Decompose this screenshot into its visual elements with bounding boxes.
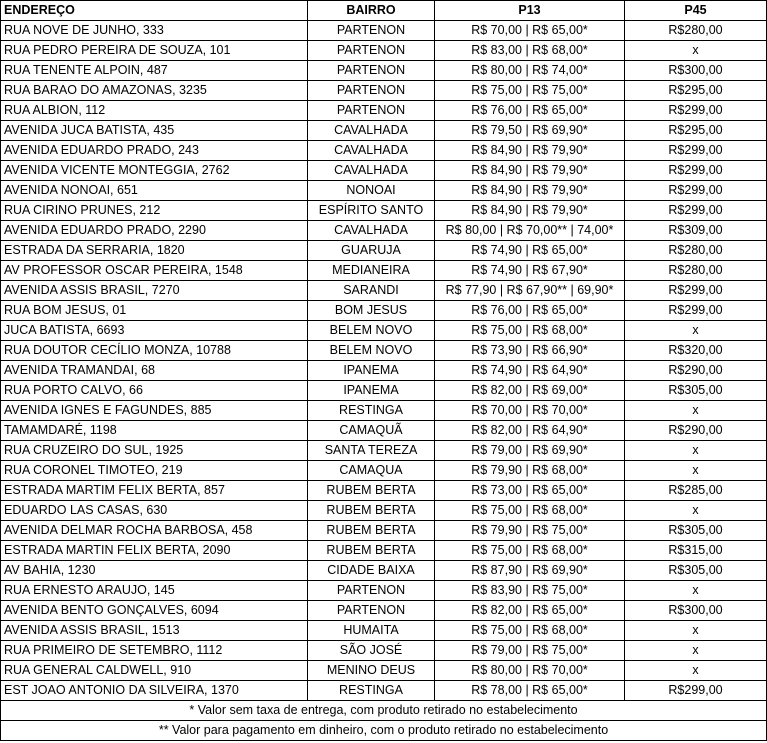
cell-p13: R$ 75,00 | R$ 68,00* <box>435 541 625 561</box>
header-p45: P45 <box>625 1 767 21</box>
cell-p45: R$299,00 <box>625 141 767 161</box>
table-row <box>1 241 767 261</box>
cell-endereco: AVENIDA JUCA BATISTA, 435 <box>1 121 308 141</box>
cell-p45: x <box>625 581 767 601</box>
table-row <box>1 321 767 341</box>
cell-p45: R$290,00 <box>625 421 767 441</box>
table-row <box>1 81 767 101</box>
cell-p13: R$ 80,00 | R$ 70,00** | 74,00* <box>435 221 625 241</box>
table-row <box>1 521 767 541</box>
cell-p45: R$315,00 <box>625 541 767 561</box>
table-row <box>1 621 767 641</box>
note-double-asterisk: ** Valor para pagamento em dinheiro, com o produto retirado no estabelecimento <box>1 721 767 741</box>
table-row <box>1 341 767 361</box>
cell-p45: R$300,00 <box>625 601 767 621</box>
cell-endereco: RUA ERNESTO ARAUJO, 145 <box>1 581 308 601</box>
table-row <box>1 261 767 281</box>
cell-p13: R$ 84,90 | R$ 79,90* <box>435 201 625 221</box>
cell-endereco: RUA ALBION, 112 <box>1 101 308 121</box>
cell-p45: x <box>625 441 767 461</box>
cell-endereco: EST JOAO ANTONIO DA SILVEIRA, 1370 <box>1 681 308 701</box>
cell-bairro: SANTA TEREZA <box>308 441 435 461</box>
cell-bairro: CAMAQUÃ <box>308 421 435 441</box>
cell-endereco: AVENIDA EDUARDO PRADO, 243 <box>1 141 308 161</box>
table-row <box>1 401 767 421</box>
cell-p45: x <box>625 461 767 481</box>
header-bairro: BAIRRO <box>308 1 435 21</box>
cell-p13: R$ 79,90 | R$ 75,00* <box>435 521 625 541</box>
cell-p13: R$ 73,90 | R$ 66,90* <box>435 341 625 361</box>
table-row <box>1 381 767 401</box>
cell-bairro: RUBEM BERTA <box>308 501 435 521</box>
cell-p13: R$ 84,90 | R$ 79,90* <box>435 181 625 201</box>
table-row <box>1 361 767 381</box>
cell-endereco: AVENIDA ASSIS BRASIL, 7270 <box>1 281 308 301</box>
table-row <box>1 441 767 461</box>
cell-p13: R$ 76,00 | R$ 65,00* <box>435 301 625 321</box>
cell-endereco: EDUARDO LAS CASAS, 630 <box>1 501 308 521</box>
cell-endereco: RUA CRUZEIRO DO SUL, 1925 <box>1 441 308 461</box>
table-row <box>1 661 767 681</box>
cell-p45: R$280,00 <box>625 21 767 41</box>
cell-bairro: IPANEMA <box>308 381 435 401</box>
cell-p13: R$ 83,00 | R$ 68,00* <box>435 41 625 61</box>
cell-endereco: RUA BOM JESUS, 01 <box>1 301 308 321</box>
cell-p13: R$ 75,00 | R$ 75,00* <box>435 81 625 101</box>
cell-endereco: RUA PRIMEIRO DE SETEMBRO, 1112 <box>1 641 308 661</box>
cell-p45: R$320,00 <box>625 341 767 361</box>
cell-bairro: PARTENON <box>308 21 435 41</box>
cell-endereco: AVENIDA EDUARDO PRADO, 2290 <box>1 221 308 241</box>
cell-p13: R$ 77,90 | R$ 67,90** | 69,90* <box>435 281 625 301</box>
cell-endereco: TAMAMDARÉ, 1198 <box>1 421 308 441</box>
cell-endereco: AVENIDA VICENTE MONTEGGIA, 2762 <box>1 161 308 181</box>
note-row <box>1 701 767 721</box>
table-row <box>1 501 767 521</box>
cell-bairro: PARTENON <box>308 41 435 61</box>
cell-p45: R$305,00 <box>625 521 767 541</box>
cell-p13: R$ 87,90 | R$ 69,90* <box>435 561 625 581</box>
cell-p45: R$305,00 <box>625 561 767 581</box>
cell-p45: R$299,00 <box>625 101 767 121</box>
cell-p13: R$ 75,00 | R$ 68,00* <box>435 321 625 341</box>
cell-bairro: IPANEMA <box>308 361 435 381</box>
cell-p45: R$285,00 <box>625 481 767 501</box>
cell-p45: R$295,00 <box>625 121 767 141</box>
cell-endereco: RUA GENERAL CALDWELL, 910 <box>1 661 308 681</box>
table-row <box>1 201 767 221</box>
cell-bairro: PARTENON <box>308 81 435 101</box>
cell-p45: x <box>625 661 767 681</box>
table-row <box>1 281 767 301</box>
table-row <box>1 541 767 561</box>
cell-endereco: RUA TENENTE ALPOIN, 487 <box>1 61 308 81</box>
cell-p13: R$ 73,00 | R$ 65,00* <box>435 481 625 501</box>
table-row <box>1 681 767 701</box>
cell-p13: R$ 82,00 | R$ 69,00* <box>435 381 625 401</box>
cell-p45: R$305,00 <box>625 381 767 401</box>
cell-bairro: RUBEM BERTA <box>308 541 435 561</box>
table-body <box>1 21 767 701</box>
header-endereco: ENDEREÇO <box>1 1 308 21</box>
cell-endereco: AVENIDA DELMAR ROCHA BARBOSA, 458 <box>1 521 308 541</box>
cell-bairro: BOM JESUS <box>308 301 435 321</box>
cell-p45: R$280,00 <box>625 241 767 261</box>
cell-p45: x <box>625 41 767 61</box>
note-single-asterisk: * Valor sem taxa de entrega, com produto retirado no estabelecimento <box>1 701 767 721</box>
cell-bairro: RUBEM BERTA <box>308 521 435 541</box>
cell-p45: x <box>625 501 767 521</box>
cell-bairro: PARTENON <box>308 581 435 601</box>
cell-p13: R$ 74,90 | R$ 64,90* <box>435 361 625 381</box>
cell-p13: R$ 79,90 | R$ 68,00* <box>435 461 625 481</box>
note-row <box>1 721 767 741</box>
cell-bairro: CAMAQUA <box>308 461 435 481</box>
cell-p45: R$299,00 <box>625 181 767 201</box>
table-row <box>1 101 767 121</box>
cell-p13: R$ 70,00 | R$ 70,00* <box>435 401 625 421</box>
cell-p13: R$ 76,00 | R$ 65,00* <box>435 101 625 121</box>
cell-bairro: PARTENON <box>308 61 435 81</box>
cell-endereco: RUA DOUTOR CECÍLIO MONZA, 10788 <box>1 341 308 361</box>
cell-p13: R$ 80,00 | R$ 70,00* <box>435 661 625 681</box>
cell-endereco: ESTRADA MARTIN FELIX BERTA, 2090 <box>1 541 308 561</box>
cell-p45: x <box>625 401 767 421</box>
cell-bairro: ESPÍRITO SANTO <box>308 201 435 221</box>
cell-bairro: CIDADE BAIXA <box>308 561 435 581</box>
cell-p45: R$309,00 <box>625 221 767 241</box>
cell-bairro: SARANDI <box>308 281 435 301</box>
cell-p13: R$ 74,90 | R$ 67,90* <box>435 261 625 281</box>
cell-p13: R$ 78,00 | R$ 65,00* <box>435 681 625 701</box>
cell-endereco: ESTRADA MARTIM FELIX BERTA, 857 <box>1 481 308 501</box>
cell-p45: R$299,00 <box>625 301 767 321</box>
cell-bairro: CAVALHADA <box>308 141 435 161</box>
cell-endereco: RUA PEDRO PEREIRA DE SOUZA, 101 <box>1 41 308 61</box>
cell-bairro: PARTENON <box>308 601 435 621</box>
cell-bairro: BELEM NOVO <box>308 341 435 361</box>
cell-bairro: CAVALHADA <box>308 121 435 141</box>
cell-p13: R$ 79,50 | R$ 69,90* <box>435 121 625 141</box>
cell-p13: R$ 84,90 | R$ 79,90* <box>435 161 625 181</box>
table-row <box>1 161 767 181</box>
cell-bairro: RESTINGA <box>308 681 435 701</box>
table-row <box>1 581 767 601</box>
table-row <box>1 461 767 481</box>
cell-bairro: CAVALHADA <box>308 161 435 181</box>
cell-p13: R$ 70,00 | R$ 65,00* <box>435 21 625 41</box>
cell-bairro: SÃO JOSÉ <box>308 641 435 661</box>
cell-p13: R$ 80,00 | R$ 74,00* <box>435 61 625 81</box>
cell-bairro: MENINO DEUS <box>308 661 435 681</box>
cell-bairro: NONOAI <box>308 181 435 201</box>
cell-p45: R$299,00 <box>625 161 767 181</box>
cell-p13: R$ 82,00 | R$ 65,00* <box>435 601 625 621</box>
cell-bairro: GUARUJA <box>308 241 435 261</box>
cell-p13: R$ 79,00 | R$ 69,90* <box>435 441 625 461</box>
cell-endereco: RUA BARAO DO AMAZONAS, 3235 <box>1 81 308 101</box>
cell-bairro: PARTENON <box>308 101 435 121</box>
table-row <box>1 121 767 141</box>
cell-p45: R$299,00 <box>625 681 767 701</box>
table-row <box>1 21 767 41</box>
cell-p13: R$ 74,90 | R$ 65,00* <box>435 241 625 261</box>
cell-endereco: AVENIDA ASSIS BRASIL, 1513 <box>1 621 308 641</box>
cell-bairro: HUMAITA <box>308 621 435 641</box>
table-row <box>1 181 767 201</box>
cell-endereco: RUA CIRINO PRUNES, 212 <box>1 201 308 221</box>
header-row <box>1 1 767 21</box>
table-row <box>1 561 767 581</box>
cell-bairro: CAVALHADA <box>308 221 435 241</box>
cell-p45: R$299,00 <box>625 201 767 221</box>
cell-p45: x <box>625 621 767 641</box>
cell-bairro: BELEM NOVO <box>308 321 435 341</box>
cell-p45: R$295,00 <box>625 81 767 101</box>
cell-endereco: RUA CORONEL TIMOTEO, 219 <box>1 461 308 481</box>
cell-endereco: AV BAHIA, 1230 <box>1 561 308 581</box>
cell-bairro: RUBEM BERTA <box>308 481 435 501</box>
cell-endereco: AVENIDA BENTO GONÇALVES, 6094 <box>1 601 308 621</box>
cell-p13: R$ 75,00 | R$ 68,00* <box>435 501 625 521</box>
table-row <box>1 301 767 321</box>
cell-p45: x <box>625 321 767 341</box>
cell-p45: R$299,00 <box>625 281 767 301</box>
cell-endereco: ESTRADA DA SERRARIA, 1820 <box>1 241 308 261</box>
table-row <box>1 601 767 621</box>
cell-p13: R$ 75,00 | R$ 68,00* <box>435 621 625 641</box>
cell-bairro: RESTINGA <box>308 401 435 421</box>
table-row <box>1 61 767 81</box>
cell-p45: x <box>625 641 767 661</box>
table-row <box>1 221 767 241</box>
cell-p13: R$ 84,90 | R$ 79,90* <box>435 141 625 161</box>
table-row <box>1 41 767 61</box>
cell-bairro: MEDIANEIRA <box>308 261 435 281</box>
cell-endereco: JUCA BATISTA, 6693 <box>1 321 308 341</box>
cell-endereco: RUA NOVE DE JUNHO, 333 <box>1 21 308 41</box>
cell-p45: R$290,00 <box>625 361 767 381</box>
table-row <box>1 481 767 501</box>
header-p13: P13 <box>435 1 625 21</box>
cell-endereco: AVENIDA TRAMANDAI, 68 <box>1 361 308 381</box>
cell-p13: R$ 79,00 | R$ 75,00* <box>435 641 625 661</box>
table-row <box>1 421 767 441</box>
cell-p45: R$280,00 <box>625 261 767 281</box>
cell-endereco: AV PROFESSOR OSCAR PEREIRA, 1548 <box>1 261 308 281</box>
cell-p13: R$ 83,90 | R$ 75,00* <box>435 581 625 601</box>
cell-endereco: AVENIDA NONOAI, 651 <box>1 181 308 201</box>
table-row <box>1 641 767 661</box>
table-row <box>1 141 767 161</box>
cell-p13: R$ 82,00 | R$ 64,90* <box>435 421 625 441</box>
cell-endereco: RUA PORTO CALVO, 66 <box>1 381 308 401</box>
cell-p45: R$300,00 <box>625 61 767 81</box>
cell-endereco: AVENIDA IGNES E FAGUNDES, 885 <box>1 401 308 421</box>
